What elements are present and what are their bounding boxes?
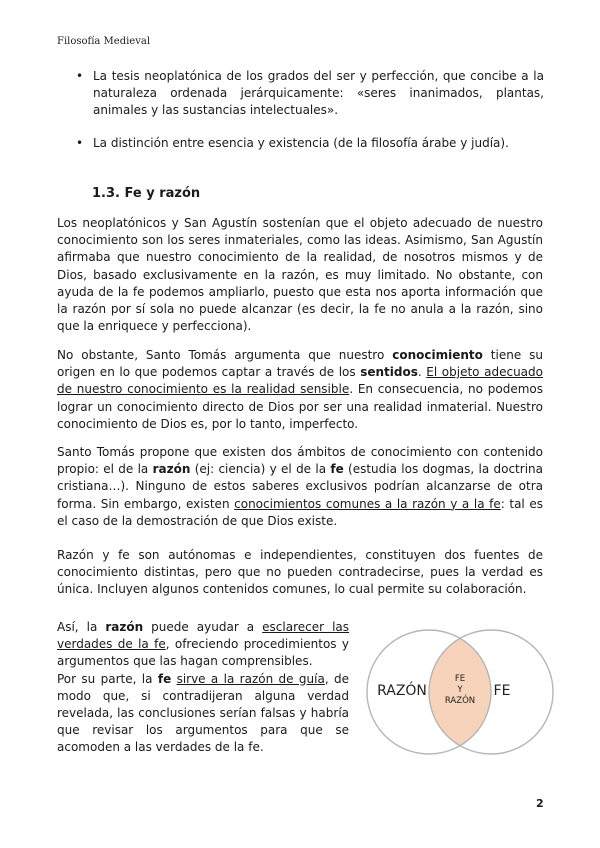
- paragraph-6: [57, 671, 349, 757]
- underlined-phrase: esclarecer las verdades de la fe: [57, 620, 350, 652]
- paragraph-4: Razón y fe son autónomas e independientes, constituyen dos fuentes de conocimiento distintas, pero que no pueden contradecirse, pues la verdad es única. Incluyen algunos contenidos comunes, lo cual permite su colaboración.: [57, 548, 543, 597]
- bold-term: fe: [330, 462, 344, 477]
- bold-term: conocimiento: [392, 348, 483, 362]
- paragraph-5: [57, 619, 349, 671]
- text-span: .: [417, 365, 427, 380]
- text-span: . En consecuencia, no podemos lograr un conocimiento directo de Dios por ser una realidad inmaterial. Nuestro conocimiento de Dios es, por lo tanto, imperfecto.: [57, 382, 543, 431]
- venn-label-razon: RAZÓN: [377, 683, 427, 699]
- text-span: Así, la: [57, 620, 106, 634]
- text-span: , ofreciendo procedimientos y argumentos que las hagan comprensibles.: [57, 637, 349, 669]
- bold-term: razón: [105, 620, 144, 634]
- bullet-item: • La tesis neoplatónica de los grados del ser y perfección, que concibe a la naturaleza ordenada jerárquicamente: «seres inanimados, plantas, animales y las sustancias intelectuales».: [76, 68, 544, 119]
- bullet-item: • La distinción entre esencia y existencia (de la filosofía árabe y judía).: [76, 135, 544, 152]
- page-number: 2: [536, 797, 544, 810]
- text-span: puede ayudar a: [143, 620, 263, 634]
- underlined-phrase: El objeto adecuado de nuestro conocimiento es la realidad sensible: [57, 365, 543, 397]
- venn-overlap-label-1: FE: [454, 674, 466, 684]
- text-span: , de modo que, si contradijeran alguna verdad revelada, las conclusiones serían falsas y habría que revisar los argumentos para que se acomoden a las verdades de la fe.: [57, 671, 349, 755]
- section-title: 1.3. Fe y razón: [92, 186, 201, 201]
- page-header: Filosofía Medieval: [57, 36, 151, 47]
- venn-label-fe: FE: [493, 683, 511, 699]
- text-span: tiene su origen en lo que podemos captar a través de los: [57, 348, 543, 380]
- text-span: Santo Tomás propone que existen dos ámbitos de conocimiento con contenido propio: el de la: [57, 445, 543, 477]
- venn-overlap-label-3: RAZÓN: [444, 696, 476, 706]
- text-span: (estudia los dogmas, la doctrina cristiana…). Ninguno de estos saberes exclusivos podrían alcanzarse de otra forma. Sin embargo, existen: [57, 462, 543, 511]
- underlined-phrase: conocimientos comunes a la razón y a la fe: [234, 496, 501, 511]
- bold-term: razón: [152, 462, 191, 477]
- text-span: No obstante, Santo Tomás argumenta que nuestro: [57, 348, 393, 362]
- text-span: Por su parte, la: [57, 671, 158, 686]
- underlined-phrase: sirve a la razón de guía: [176, 671, 325, 686]
- paragraph-3: [57, 444, 543, 530]
- venn-overlap-label-2: Y: [457, 685, 463, 695]
- venn-text-column: [57, 619, 349, 757]
- bold-term: fe: [157, 671, 172, 686]
- bullet-list: [76, 68, 544, 168]
- venn-diagram: [366, 628, 554, 756]
- text-span: (ej: ciencia) y el de la: [190, 462, 331, 477]
- text-span: : tal es el caso de la demostración de que Dios existe.: [57, 496, 543, 528]
- paragraph-1: Los neoplatónicos y San Agustín sostenían que el objeto adecuado de nuestro conocimiento son los seres inmateriales, como las ideas. Asimismo, San Agustín afirmaba que nuestro conocimiento de la realidad, de nosotros mismos y de Dios, basado exclusivamente en la razón, es muy limitado. No obstante, con ayuda de la fe podemos ampliarlo, puesto que esta nos aporta información que la razón por sí sola no puede alcanzar (es decir, la fe no anula a la razón, sino que la enriquece y perfecciona).: [57, 216, 543, 334]
- paragraph-2: [57, 347, 543, 433]
- bold-term: sentidos: [360, 365, 418, 380]
